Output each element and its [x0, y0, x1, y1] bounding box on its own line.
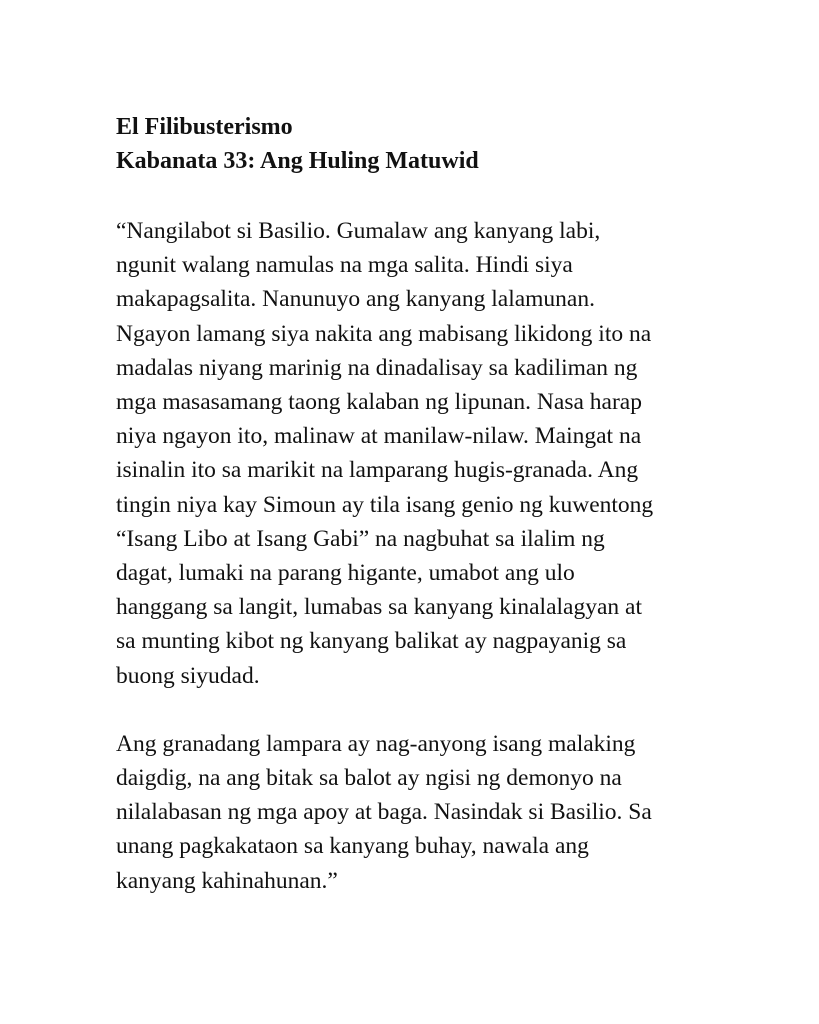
text-line: “Nangilabot si Basilio. Gumalaw ang kanyang labi,	[116, 218, 601, 244]
text-line: tingin niya kay Simoun ay tila isang genio ng kuwentong	[116, 491, 654, 518]
text-line: Ang granadang lampara ay nag-anyong isang malaking	[116, 730, 636, 757]
text-line: mga masasamang taong kalaban ng lipunan. Nasa harap	[116, 389, 642, 416]
text-line: nilalabasan ng mga apoy at baga. Nasindak si Basilio. Sa	[116, 799, 652, 826]
text-line: buong siyudad.	[116, 662, 260, 689]
text-line: madalas niyang marinig na dinadalisay sa kadiliman ng	[116, 354, 638, 381]
text-line: dagat, lumaki na parang higante, umabot ang ulo	[116, 560, 575, 587]
chapter-title: Kabanata 33: Ang Huling Matuwid	[116, 148, 479, 174]
book-title: El Filibusterismo	[116, 114, 293, 140]
text-line: “Isang Libo at Isang Gabi” na nagbuhat sa ilalim ng	[116, 525, 605, 552]
text-line: Ngayon lamang siya nakita ang mabisang likidong ito na	[116, 320, 652, 347]
text-line: isinalin ito sa marikit na lamparang hugis-granada. Ang	[116, 457, 639, 484]
text-line: niya ngayon ito, malinaw at manilaw-nilaw. Maingat na	[116, 423, 642, 450]
text-line: makapagsalita. Nanunuyo ang kanyang lalamunan.	[116, 286, 595, 313]
paragraph-2	[116, 727, 716, 898]
text-line: sa munting kibot ng kanyang balikat ay nagpayanig sa	[116, 628, 627, 655]
document-page	[116, 110, 716, 898]
text-line: unang pagkakataon sa kanyang buhay, nawala ang	[116, 833, 589, 860]
title-block	[116, 110, 716, 178]
text-line: hanggang sa langit, lumabas sa kanyang kinalalagyan at	[116, 594, 642, 621]
text-line: daigdig, na ang bitak sa balot ay ngisi ng demonyo na	[116, 765, 622, 792]
paragraph-1	[116, 214, 716, 693]
text-line: kanyang kahinahunan.”	[116, 867, 338, 894]
text-line: ngunit walang namulas na mga salita. Hindi siya	[116, 252, 573, 279]
